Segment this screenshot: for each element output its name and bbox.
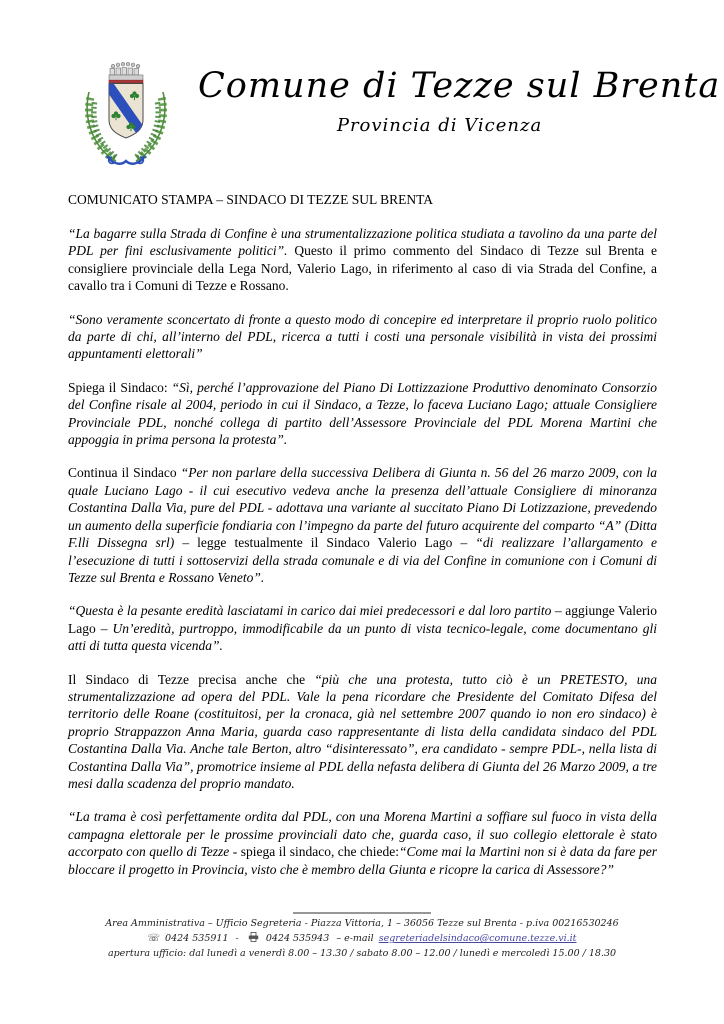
paragraph xyxy=(68,808,657,878)
paragraphs-container xyxy=(68,225,657,878)
text-run: “Sì, perché l’approvazione del Piano Di Lottizzazione Produttivo denominato Consorzio del Confine risale al 2004, periodo in cui il Sindaco, a Tezze, lo faceva Luciano Lago; attuale Consigliere Provinciale PDL, nonché collega di partito dell’Assessore Provinciale del PDL Morena Martini che appoggia in prima persona la protesta”. xyxy=(68,379,657,448)
fax-icon xyxy=(248,932,259,942)
text-run: “Sono veramente sconcertato di fronte a questo modo di concepire ed interpretare il proprio ruolo politico da parte di chi, all’interno del PDL, ricerca a tutti i costi una personale visibilità in vista dei prossimi appuntamenti elettorali” xyxy=(68,311,657,362)
paragraph xyxy=(68,311,657,363)
text-run: “di realizzare l’allargamento e l’esecuzione di tutti i sottoservizi della strada comunale e di via del Confine in comunione con i Comuni di Tezze sul Brenta e Rossano Veneto”. xyxy=(68,535,658,585)
email-link[interactable]: segreteriadelsindaco@comune.tezze.vi.it xyxy=(378,933,577,945)
text-run: “La trama è così perfettamente ordita dal PDL, con una Morena Martini a soffiare sul fuoco in vista della campagna elettorale per le prossime provinciali dato che, guarda caso, il suo collegio elettorale è stato accorpato con quello di Tezze - xyxy=(68,809,657,860)
fax-number: 0424 535943 xyxy=(265,933,330,945)
phone-number: 0424 535911 xyxy=(165,933,229,945)
municipal-crest-icon xyxy=(74,60,178,172)
text-run: – legge testualmente il Sindaco Valerio Lago – xyxy=(182,535,476,551)
press-release-body xyxy=(68,192,657,878)
text-run: spiega il sindaco, che chiede: xyxy=(240,844,400,860)
press-release-heading: COMUNICATO STAMPA – SINDACO DI TEZZE SUL BRENTA xyxy=(68,192,433,207)
text-run: Il Sindaco di Tezze precisa anche che xyxy=(68,671,315,687)
text-run: “Come mai la Martini non si è data da fare per bloccare il progetto in Provincia, visto che è membro della Giunta e ricopre la carica di Assessore?” xyxy=(68,844,657,877)
province-name: Provincia di Vicenza xyxy=(336,115,543,136)
text-run: Questo il primo commento del Sindaco di Tezze sul Brenta e consigliere provinciale della Lega Nord, Valerio Lago, in riferimento al caso di via Strada del Confine, a cavallo tra i Comuni di Tezze e Rossano. xyxy=(68,243,657,294)
text-run: Un’eredità, purtroppo, immodificabile da un punto di vista tecnico-legale, come documentano gli atti di tutta questa vicenda”. xyxy=(68,620,657,654)
text-run: aggiunge Valerio Lago – xyxy=(68,603,657,636)
paragraph xyxy=(68,379,657,449)
contact-separator: - xyxy=(235,933,239,945)
footer-address: Area Amministrativa – Ufficio Segreteria - Piazza Vittoria, 1 – 36056 Tezze sul Brenta - p.iva 00216530246 xyxy=(105,918,619,929)
text-run: Continua il Sindaco xyxy=(68,465,181,481)
text-run: Spiega il Sindaco: xyxy=(68,379,172,395)
phone-icon: ☏ xyxy=(147,933,160,945)
paragraph xyxy=(68,464,657,586)
email-label: – e-mail xyxy=(336,933,374,945)
footer-divider xyxy=(293,912,431,914)
letterhead-titles xyxy=(198,66,721,136)
text-run: “La bagarre sulla Strada di Confine è una strumentalizzazione politica studiata a tavolino da una parte del PDL per fini esclusivamente politici”. xyxy=(68,226,657,259)
text-run: “Questa è la pesante eredità lasciatami in carico dai miei predecessori e dal loro partito – xyxy=(68,603,566,619)
paragraph xyxy=(68,602,657,654)
footer-hours: apertura ufficio: dal lunedì a venerdì 8.00 – 13.30 / sabato 8.00 – 12.00 / lunedì e mercoledì 15.00 / 18.30 xyxy=(107,947,617,959)
paragraph xyxy=(68,671,657,793)
municipality-name: Comune di Tezze sul Brenta xyxy=(198,66,721,106)
text-run: “più che una protesta, tutto ciò è un PRETESTO, una strumentalizzazione ad opera del PDL. Vale la pena ricordare che Presidente del Comitato Difesa del territorio delle Roane (costituitosi, per la cronaca, già nel settembre 2007 quando io non ero sindaco) è proprio Strappazzon Anna Maria, guarda caso rappresentante di lista della candidata sindaco del PDL Costantina Dalla Via. Anche tale Berton, altro “disinteressato”, era candidato - sempre PDL-, nella lista di Costantina Dalla Via”, promotrice insieme al PDL della nefasta delibera di Giunta del 26 Marzo 2009, a tre mesi dalla scadenza del proprio mandato. xyxy=(68,671,657,791)
letterhead xyxy=(68,60,721,178)
paragraph xyxy=(68,225,657,295)
text-run: “Per non parlare della successiva Delibera di Giunta n. 56 del 26 marzo 2009, con la quale Luciano Lago - il cui esecutivo vedeva anche la presenza dell’attuale Consigliere di minoranza Costantina Dalla Via, pure del PDL - adottava una variante al succitato Piano Di Lotizzazione, prevedendo un aumento della superficie fondiaria con l’impegno da parte del futuro acquirente del comparto “A” (Ditta F.lli Dissegna srl) xyxy=(68,465,657,551)
page-footer xyxy=(0,912,724,961)
footer-contacts xyxy=(0,931,724,946)
